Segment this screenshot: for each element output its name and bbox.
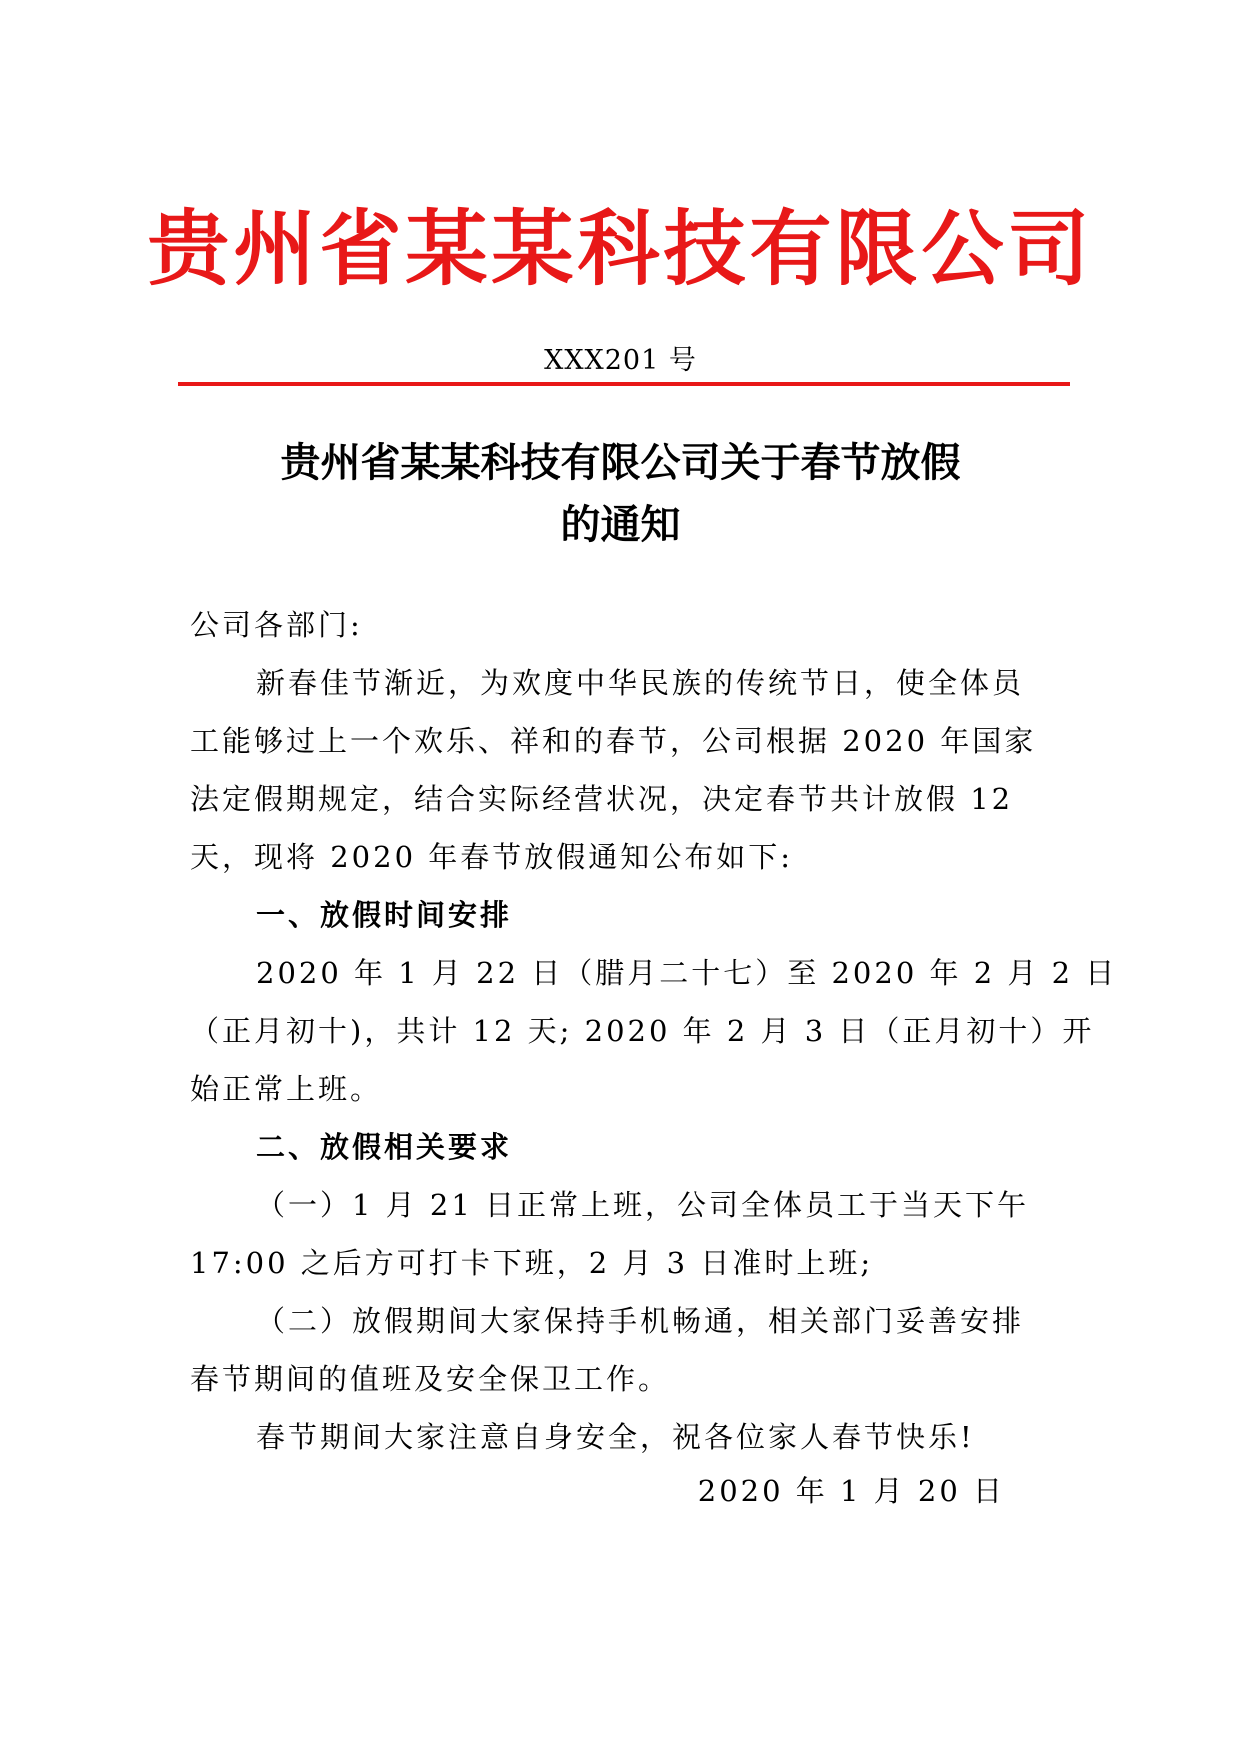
intro-line: 新春佳节渐近，为欢度中华民族的传统节日，使全体员 — [256, 666, 1025, 700]
notice-title-line-2: 的通知 — [560, 502, 681, 548]
schedule-line: 2020 年 1 月 22 日（腊月二十七）至 2020 年 2 月 2 日 — [256, 956, 1118, 990]
notice-body — [190, 596, 1118, 1466]
requirement-item-1: （一）1 月 21 日正常上班，公司全体员工于当天下午 — [256, 1188, 1030, 1222]
org-name-header: 贵州省某某科技有限公司 — [147, 202, 1094, 297]
closing-greeting: 春节期间大家注意自身安全，祝各位家人春节快乐! — [256, 1420, 975, 1454]
intro-line: 法定假期规定，结合实际经营状况，决定春节共计放假 12 — [190, 782, 1014, 816]
requirement-item-1: 17:00 之后方可打卡下班，2 月 3 日准时上班; — [190, 1246, 874, 1280]
requirement-item-2: 春节期间的值班及安全保卫工作。 — [190, 1362, 671, 1396]
red-divider-line — [178, 382, 1070, 386]
salutation: 公司各部门: — [190, 608, 363, 642]
schedule-line: （正月初十)，共计 12 天; 2020 年 2 月 3 日（正月初十）开 — [190, 1014, 1095, 1048]
section-heading-schedule: 一、放假时间安排 — [256, 898, 513, 932]
notice-title — [0, 432, 1241, 556]
schedule-line: 始正常上班。 — [190, 1072, 383, 1106]
intro-line: 天，现将 2020 年春节放假通知公布如下: — [190, 840, 794, 874]
issue-date: 2020 年 1 月 20 日 — [697, 1474, 1005, 1508]
section-heading-requirements: 二、放假相关要求 — [256, 1130, 513, 1164]
requirement-item-2: （二）放假期间大家保持手机畅通，相关部门妥善安排 — [256, 1304, 1025, 1338]
notice-title-line-1: 贵州省某某科技有限公司关于春节放假 — [280, 440, 961, 486]
document-number: XXX201 号 — [544, 345, 697, 376]
intro-line: 工能够过上一个欢乐、祥和的春节，公司根据 2020 年国家 — [190, 724, 1037, 758]
